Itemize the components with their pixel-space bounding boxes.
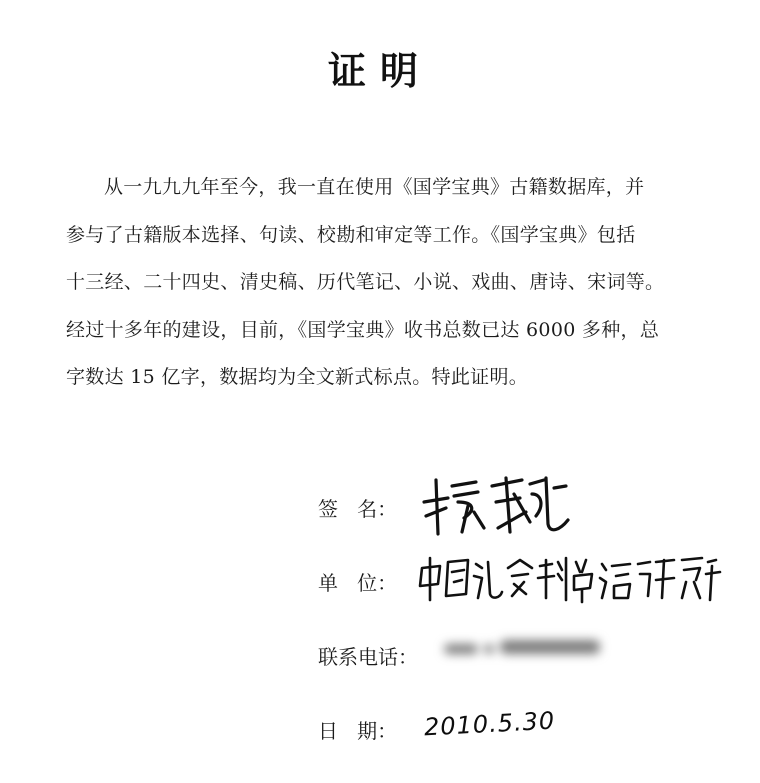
handwritten-date: 2010.5.30 xyxy=(423,706,556,742)
signature-label: 签 名： xyxy=(318,497,398,521)
unit-label: 单 位： xyxy=(318,571,398,595)
handwritten-signature xyxy=(418,472,578,542)
body-line-4: 经过十多年的建设，目前，《国学宝典》收书总数已达 6000 多种，总 xyxy=(66,318,660,341)
certificate-body xyxy=(66,164,678,402)
date-label: 日 期： xyxy=(318,719,398,743)
document-title: 证明 xyxy=(327,48,432,93)
body-line-5: 字数达 15 亿字，数据均为全文新式标点。特此证明。 xyxy=(66,366,529,388)
body-line-2: 参与了古籍版本选择、句读、校勘和审定等工作。《国学宝典》包括 xyxy=(66,223,636,246)
body-line-1: 从一九九九年至今，我一直在使用《国学宝典》古籍数据库，并 xyxy=(104,176,645,198)
handwritten-unit xyxy=(416,554,722,606)
phone-label: 联系电话： xyxy=(318,645,418,669)
redacted-phone-number xyxy=(440,628,608,668)
body-line-3: 十三经、二十四史、清史稿、历代笔记、小说、戏曲、唐诗、宋词等。 xyxy=(66,271,665,293)
